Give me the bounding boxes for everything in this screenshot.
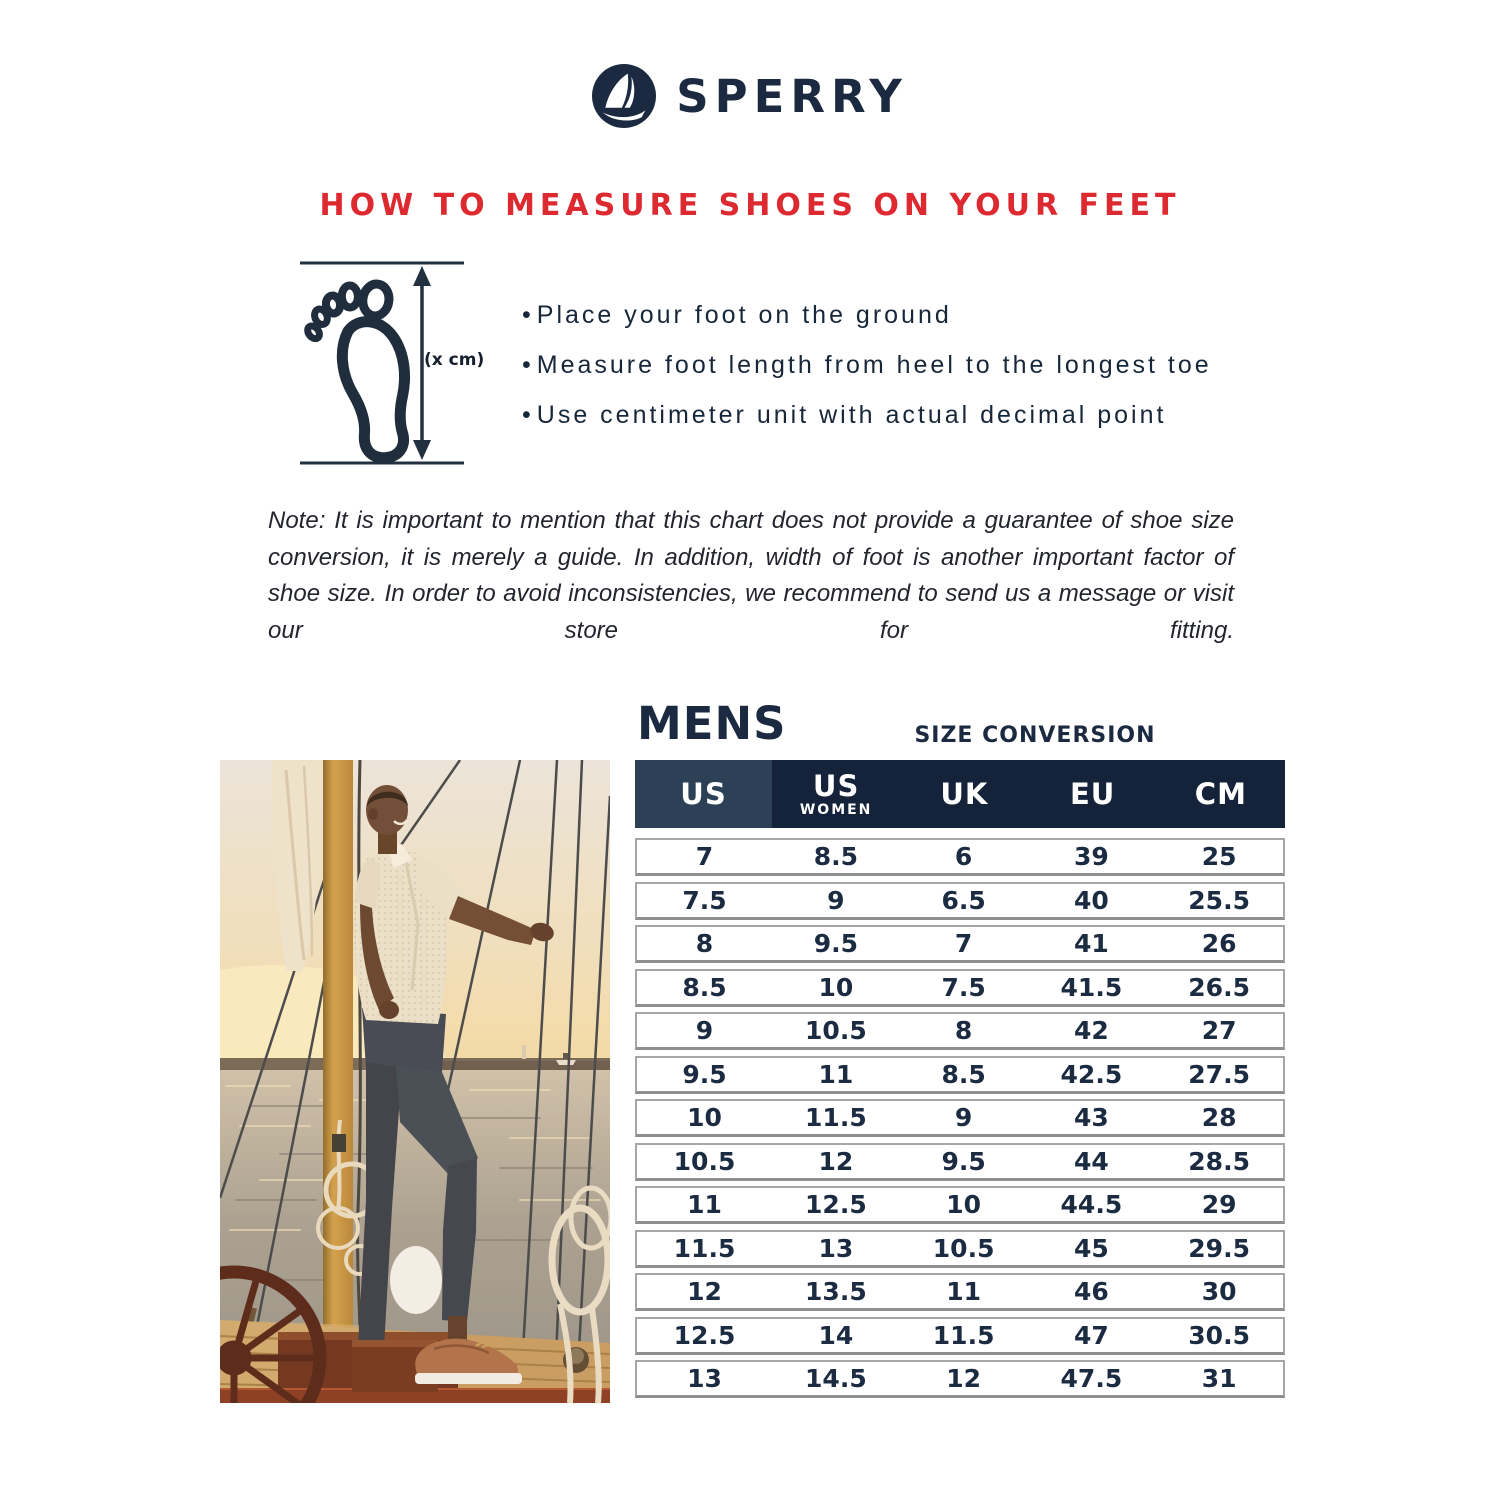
table-cell: 12 [687,1277,722,1306]
table-cell: 9 [954,1103,973,1132]
table-row [635,838,1285,876]
table-cell: 31 [1201,1364,1237,1393]
table-cell: 7 [695,842,714,871]
table-cell: 14.5 [805,1364,867,1393]
table-cell: 11.5 [932,1320,995,1350]
table-cell: 44.5 [1060,1190,1123,1219]
table-cell: 8.5 [941,1059,986,1089]
measure-step: • Place your foot on the ground [522,290,1242,340]
table-cell: 43 [1073,1103,1109,1132]
table-cell: 30 [1201,1277,1237,1306]
table-cell: 25 [1201,842,1237,871]
table-row [635,882,1285,920]
table-cell: 13 [687,1364,722,1393]
page-title: HOW TO MEASURE SHOES ON YOUR FEET [319,188,1181,223]
table-row [635,1012,1285,1050]
table-cell: 7.5 [941,972,986,1002]
table-cell: 8.5 [813,842,859,871]
table-cell: 45 [1073,1233,1109,1263]
table-cell: 29 [1201,1190,1237,1219]
column-header-uk: UK [940,777,989,811]
size-conversion-title: SIZE CONVERSION [914,723,1156,748]
table-cell: 11 [818,1059,854,1089]
table-cell: 41.5 [1060,972,1123,1002]
section-title-mens: MENS [637,697,787,750]
table-cell: 10.5 [932,1233,995,1263]
table-row [635,1360,1285,1398]
table-cell: 6 [954,842,973,871]
lifestyle-photo [220,760,610,1403]
table-cell: 10 [946,1190,982,1219]
table-cell: 47.5 [1060,1364,1123,1393]
table-cell: 13 [818,1233,854,1263]
brand-logo [0,64,1500,128]
table-cell: 7 [954,929,973,958]
table-cell: 47 [1073,1320,1109,1350]
table-cell: 11.5 [805,1103,867,1132]
man-on-sailboat-illustration [220,760,610,1403]
table-cell: 7.5 [682,885,727,915]
table-cell: 10.5 [805,1016,867,1045]
table-cell: 8 [695,929,714,958]
table-cell: 25.5 [1188,885,1250,915]
table-cell: 8.5 [682,972,727,1002]
table-row [635,969,1285,1007]
table-cell: 27 [1201,1016,1237,1045]
brand-name: SPERRY [676,69,908,123]
table-cell: 9.5 [682,1059,727,1089]
table-cell: 44 [1073,1146,1109,1176]
table-cell: 9 [827,885,845,915]
table-cell: 11 [946,1277,982,1306]
table-cell: 26 [1201,929,1237,958]
table-cell: 13.5 [805,1277,867,1306]
foot-diagram [296,256,496,470]
table-row [635,1317,1285,1355]
table-cell: 12 [946,1364,982,1393]
table-cell: 28.5 [1188,1146,1250,1176]
sailboat-icon [592,64,656,128]
size-table [635,760,1285,1404]
measurement-unit-label: (x cm) [424,350,485,370]
table-cell: 28 [1201,1103,1237,1132]
table-cell: 11 [687,1190,722,1219]
table-cell: 42 [1073,1016,1109,1045]
table-row [635,1273,1285,1311]
table-cell: 30.5 [1188,1320,1250,1350]
table-row [635,1230,1285,1268]
table-cell: 9 [695,1016,714,1045]
table-cell: 27.5 [1188,1059,1250,1089]
table-cell: 40 [1073,885,1109,915]
table-cell: 41 [1073,929,1109,958]
table-row [635,925,1285,963]
table-row [635,1099,1285,1137]
column-header-cm: CM [1194,777,1247,811]
table-cell: 29.5 [1188,1233,1250,1263]
table-row [635,1056,1285,1094]
measure-steps [522,290,1242,440]
table-cell: 12 [818,1146,854,1176]
table-cell: 9.5 [813,929,859,958]
table-cell: 9.5 [941,1146,986,1176]
size-table-body [635,838,1285,1398]
table-cell: 12.5 [673,1320,736,1350]
table-cell: 10 [818,972,854,1002]
table-cell: 14 [818,1320,854,1350]
table-cell: 46 [1073,1277,1109,1306]
column-header-us: US [635,760,772,828]
table-cell: 39 [1073,842,1109,871]
table-cell: 12.5 [805,1190,867,1219]
table-cell: 42.5 [1060,1059,1123,1089]
column-header-us-women: US WOMEN [799,768,873,818]
table-cell: 6.5 [941,885,986,915]
table-cell: 10.5 [673,1146,736,1176]
table-cell: 10 [687,1103,722,1132]
table-header [635,760,1285,828]
note-text: Note: It is important to mention that this chart does not provide a guarantee of shoe size conversion, it is merely a guide. In addition, width of foot is another important factor of shoe size. In order to avoid inconsistencies, we recommend to send us a message or visit our store for fitting. [268,507,1234,644]
table-cell: 26.5 [1188,972,1250,1002]
table-row [635,1143,1285,1181]
column-header-eu: EU [1069,777,1116,811]
measure-step: • Use centimeter unit with actual decimal point [522,390,1242,440]
table-row [635,1186,1285,1224]
measure-step: • Measure foot length from heel to the longest toe [522,340,1242,390]
table-cell: 11.5 [673,1233,736,1263]
table-cell: 8 [954,1016,973,1045]
